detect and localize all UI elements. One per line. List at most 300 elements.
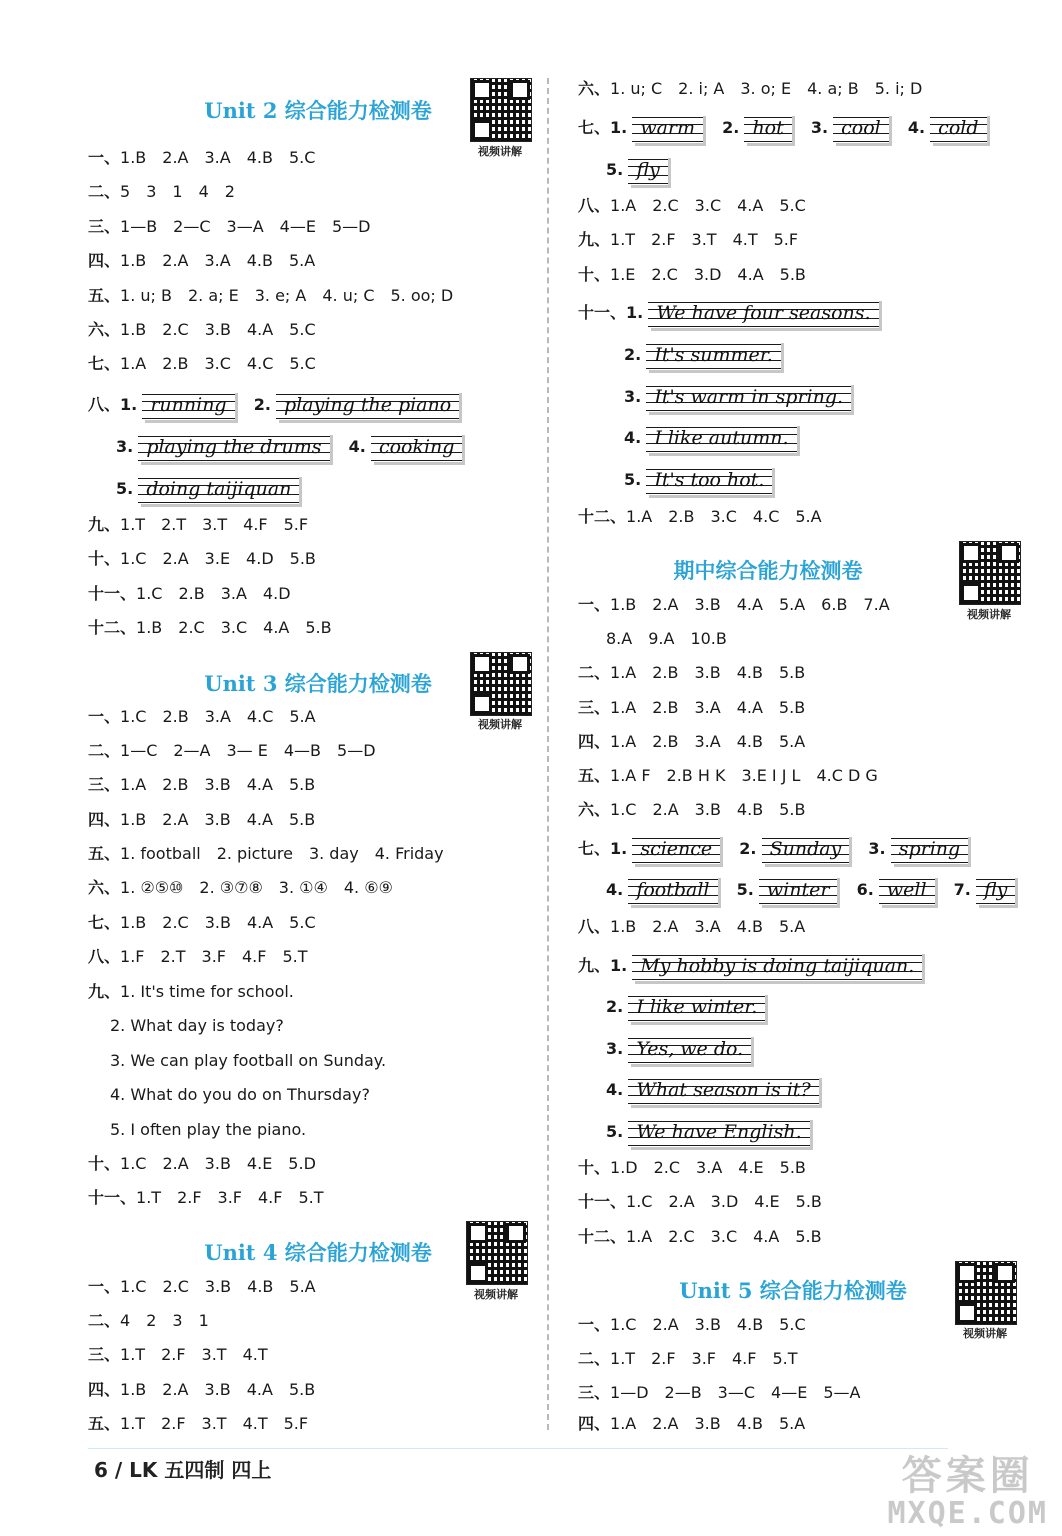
answer-item: 1.B	[120, 148, 147, 167]
handwritten-answer: winter	[759, 875, 838, 905]
answer-item: 1—C	[120, 741, 158, 760]
answer-item: 2. picture	[216, 844, 293, 863]
handwritten-answer: I like autumn.	[646, 423, 796, 453]
u2-q12	[88, 613, 348, 643]
answer-item: 4.A	[246, 913, 274, 932]
question-number: 三、	[88, 775, 121, 794]
question-number: 六、	[88, 320, 121, 339]
answer-item: 2.F	[161, 1414, 186, 1433]
question-number: 三、	[578, 1383, 611, 1402]
u4-q10	[578, 260, 822, 290]
answer-item: 1.C	[136, 584, 163, 603]
question-number: 十、	[578, 265, 611, 284]
answer-item: 4.B	[736, 1315, 764, 1334]
u3-q10	[88, 1149, 332, 1179]
handwritten-answer: cool	[833, 113, 889, 143]
question-number: 一、	[88, 707, 121, 726]
answer-item: 4.E	[754, 1192, 780, 1211]
answer-item: 3—C	[717, 1383, 756, 1402]
question-number: 四、	[88, 251, 121, 270]
answer-item: 3—A	[226, 217, 264, 236]
answer-item: 4.B	[736, 663, 763, 682]
answer-item: 2—B	[664, 1383, 702, 1402]
question-number: 五、	[88, 286, 121, 305]
u2-q8-line3: 5. doing taijiquan	[116, 474, 313, 504]
answer-item: 1.B	[120, 320, 147, 339]
unit4-title: Unit 4 综合能力检测卷	[204, 1240, 432, 1265]
answer-item: 3— E	[226, 741, 268, 760]
answer-item: 2.B	[652, 663, 679, 682]
qr-code-icon[interactable]	[955, 1261, 1017, 1325]
mid-q3	[578, 693, 821, 723]
question-number: 八、	[578, 196, 611, 215]
footer-divider	[88, 1448, 948, 1449]
u2-q3	[88, 212, 386, 242]
question-number: 七、	[88, 354, 121, 373]
answer-item: 2.B	[162, 775, 189, 794]
answer-item: 4.A	[753, 1227, 780, 1246]
answer-item: 2.B	[178, 584, 205, 603]
u2-q7	[88, 349, 332, 379]
handwritten-answer: hot	[744, 113, 791, 143]
answer-item: 1.T	[610, 1349, 636, 1368]
answer-item: 2.C	[652, 196, 679, 215]
answer-item: 1.B	[120, 913, 147, 932]
question-number: 五、	[578, 766, 611, 785]
answer-item: 3.A	[694, 698, 721, 717]
answer-item: 3.D	[693, 265, 722, 284]
answer-item: 3.E I J L	[741, 766, 801, 785]
answer-item: 3.A	[204, 251, 231, 270]
answer-item: 3.B	[204, 775, 231, 794]
answer-item: 4.F	[242, 947, 267, 966]
answer-item: 5.A	[795, 507, 822, 526]
question-number: 一、	[578, 1315, 611, 1334]
u3-q4	[88, 805, 331, 835]
answer-item: 4.C	[752, 507, 780, 526]
answer-item: 4.A	[246, 320, 274, 339]
handwritten-answer: Yes, we do.	[628, 1034, 751, 1064]
answer-item: 2	[146, 1311, 157, 1330]
handwritten-answer: doing taijiquan	[138, 474, 299, 504]
u2-q8-line1: 八、1. running 2. playing the piano	[88, 390, 473, 420]
answer-item: 1.B	[120, 1380, 147, 1399]
u4-q8	[578, 191, 822, 221]
answer-item: 1.C	[120, 707, 147, 726]
answer-item: 4.E	[738, 1158, 764, 1177]
u3-q5	[88, 839, 460, 869]
mid-q9-line1: 九、1. My hobby is doing taijiquan.	[578, 951, 936, 981]
u2-q9	[88, 510, 324, 540]
answer-item: 5.B	[779, 265, 806, 284]
answer-item: 4.B	[736, 732, 763, 751]
answer-item: 5.C	[779, 196, 806, 215]
handwritten-answer: well	[879, 875, 935, 905]
answer-item: 4. ⑥⑨	[343, 878, 393, 897]
answer-item: 5.F	[773, 230, 799, 249]
answer-item: 3	[172, 1311, 183, 1330]
answer-item: 2.B	[652, 698, 679, 717]
answer-item: 1.B	[120, 810, 147, 829]
answer-item: 3.B	[694, 595, 721, 614]
mid-q5	[578, 761, 894, 791]
handwritten-answer: What season is it?	[628, 1075, 818, 1105]
answer-item: 3.B	[204, 810, 231, 829]
answer-item: 1.A	[120, 775, 147, 794]
handwritten-answer: Sunday	[762, 834, 850, 864]
u4-q12	[578, 502, 838, 532]
answer-item: 2.B H K	[666, 766, 726, 785]
answer-item: 2.C	[651, 265, 678, 284]
u4-q11-line4: 4. I like autumn.	[624, 423, 811, 453]
qr-code-icon[interactable]	[959, 541, 1021, 605]
answer-item: 4	[120, 1311, 131, 1330]
answer-item: 3. day	[308, 844, 359, 863]
answer-item: 4.B	[247, 1277, 274, 1296]
mid-q7-line1: 七、1. science 2. Sunday 3. spring	[578, 834, 982, 864]
handwritten-answer: warm	[632, 113, 703, 143]
answer-item: 3.T	[691, 230, 717, 249]
unit3-title: Unit 3 综合能力检测卷	[204, 671, 432, 696]
answer-item: 4.T	[242, 1345, 268, 1364]
answer-item: 5.C	[288, 148, 316, 167]
answer-item: 3.B	[694, 800, 721, 819]
handwritten-answer: It's too hot.	[646, 465, 772, 495]
answer-item: 2—C	[173, 217, 211, 236]
qr-code-icon[interactable]	[466, 1221, 528, 1285]
answer-item: 2.F	[161, 1345, 186, 1364]
handwritten-answer: fly	[976, 875, 1015, 905]
mid-q9-line2: 2. I like winter.	[606, 992, 779, 1022]
answer-item: 2.A	[652, 1315, 679, 1334]
answer-item: 4.F	[258, 1188, 283, 1207]
answer-item: 1	[172, 182, 183, 201]
page-footer: 6 / LK 五四制 四上	[94, 1458, 272, 1482]
handwritten-answer: It's summer.	[646, 340, 780, 370]
u4-q9	[578, 225, 814, 255]
answer-item: 5.F	[283, 515, 309, 534]
answer-item: 4. u; C	[322, 286, 375, 305]
handwritten-answer: running	[142, 390, 234, 420]
u3-q9-line3: 3. We can play football on Sunday.	[110, 1051, 387, 1070]
mid-q4	[578, 727, 821, 757]
answer-item: 5.B	[778, 698, 806, 717]
answer-item: 1.D	[610, 1158, 638, 1177]
answer-item: 1.B	[120, 251, 147, 270]
answer-item: 3.A	[220, 584, 247, 603]
column-divider	[547, 78, 549, 1430]
u2-q4	[88, 246, 331, 276]
answer-item: 5.A	[778, 732, 806, 751]
answer-item: 3.C	[204, 354, 231, 373]
handwritten-answer: playing the piano	[276, 390, 459, 420]
answer-item: 5.C	[779, 1315, 806, 1334]
answer-item: 5.T	[298, 1188, 324, 1207]
answer-item: 2.C	[162, 320, 189, 339]
answer-item: 3.B	[204, 1277, 232, 1296]
answer-item: 4.A	[246, 810, 273, 829]
answer-item: 2.F	[177, 1188, 202, 1207]
u3-q9-line2: 2. What day is today?	[110, 1016, 284, 1035]
answer-item: 5.B	[289, 549, 316, 568]
answer-item: 5.B	[795, 1192, 822, 1211]
question-number: 十二、	[88, 618, 137, 637]
mid-q1-line2	[606, 624, 743, 654]
question-number: 十一、	[88, 1188, 137, 1207]
question-number: 三、	[578, 698, 611, 717]
answer-item: 2.C	[178, 618, 205, 637]
u2-q2	[88, 177, 251, 207]
answer-item: 2.T	[160, 947, 186, 966]
answer-item: 1.F	[120, 947, 145, 966]
u3-q7	[88, 908, 332, 938]
question-number: 十、	[88, 1154, 121, 1173]
answer-item: 4.T	[732, 230, 758, 249]
answer-item: 2. ③⑦⑧	[199, 878, 263, 897]
question-number: 十一、	[88, 584, 137, 603]
answer-item: 1.C	[610, 800, 637, 819]
answer-item: 3.T	[202, 515, 228, 534]
answer-item: 10.B	[690, 629, 727, 648]
question-number: 一、	[578, 595, 611, 614]
answer-item: 2.B	[668, 507, 695, 526]
answer-item: 1.B	[610, 917, 637, 936]
answer-item: 2.A	[652, 595, 679, 614]
answer-item: 3.D	[710, 1192, 739, 1211]
u4-q11-line1: 十一、1. We have four seasons.	[578, 298, 893, 328]
answer-item: 2.A	[162, 810, 189, 829]
answer-item: 4.D	[262, 584, 291, 603]
answer-item: 2—A	[173, 741, 211, 760]
answer-item: 3.T	[201, 1414, 227, 1433]
handwritten-answer: I like winter.	[628, 992, 765, 1022]
mid-q12	[578, 1222, 838, 1252]
answer-item: 4.B	[736, 800, 764, 819]
answer-item: 2.A	[162, 1380, 189, 1399]
mid-q9-line4: 4. What season is it?	[606, 1075, 833, 1105]
answer-item: 1.A	[626, 1227, 653, 1246]
answer-item: 1.C	[120, 1277, 147, 1296]
answer-item: 1.T	[120, 515, 146, 534]
answer-item: 4.C	[246, 707, 274, 726]
answer-item: 4—E	[279, 217, 316, 236]
answer-item: 3.T	[201, 1345, 227, 1364]
answer-item: 4.A	[736, 698, 763, 717]
answer-item: 3.B	[204, 320, 231, 339]
question-number: 二、	[578, 663, 611, 682]
answer-item: 5.B	[305, 618, 332, 637]
answer-item: 4.E	[246, 1154, 273, 1173]
answer-item: 1.C	[610, 1315, 637, 1334]
answer-item: 3.B	[694, 1414, 721, 1433]
u3-q6	[88, 873, 409, 903]
answer-item: 5.A	[778, 595, 806, 614]
answer-item: 5. oo; D	[390, 286, 454, 305]
answer-item: 3.F	[201, 947, 226, 966]
answer-item: 5.C	[289, 913, 316, 932]
answer-item: 1.B	[136, 618, 163, 637]
u4-q11-line3: 3. It's warm in spring.	[624, 382, 865, 412]
u2-q1	[88, 143, 331, 173]
answer-item: 4.B	[736, 1414, 763, 1433]
qr-label: 视频讲解	[474, 1288, 518, 1301]
u4-q4	[88, 1375, 331, 1405]
answer-item: 4.A	[736, 595, 763, 614]
watermark-logo: 答案圈 MXQE.COM	[887, 1453, 1048, 1531]
answer-item: 3.C	[710, 1227, 738, 1246]
answer-item: 2.A	[162, 549, 189, 568]
handwritten-answer: We have English.	[628, 1117, 809, 1147]
qr-label: 视频讲解	[963, 1327, 1007, 1340]
u5-q1	[578, 1310, 822, 1340]
answer-item: 5	[120, 182, 131, 201]
question-number: 十、	[88, 549, 121, 568]
u3-q1	[88, 702, 332, 732]
handwritten-answer: cold	[930, 113, 986, 143]
handwritten-answer: playing the drums	[138, 432, 329, 462]
answer-item: 2.T	[161, 515, 187, 534]
answer-item: 3.E	[204, 549, 231, 568]
answer-item: 5.D	[288, 1154, 316, 1173]
answer-item: 4—E	[771, 1383, 808, 1402]
mid-q8	[578, 912, 821, 942]
answer-item: 4.B	[246, 251, 273, 270]
answer-item: 5—D	[331, 217, 371, 236]
question-number: 十二、	[578, 507, 627, 526]
mid-q7-line2: 4. football 5. winter 6. well 7. fly	[606, 875, 1029, 905]
answer-item: 1. ②⑤⑩	[120, 878, 184, 897]
answer-item: 1.A	[610, 1414, 637, 1433]
midterm-title: 期中综合能力检测卷	[673, 558, 863, 583]
handwritten-answer: science	[632, 834, 720, 864]
answer-item: 3. o; E	[740, 79, 792, 98]
handwritten-answer: We have four seasons.	[648, 298, 878, 328]
answer-item: 4.F	[732, 1349, 757, 1368]
question-number: 六、	[578, 800, 611, 819]
question-number: 二、	[88, 1311, 121, 1330]
answer-item: 4.F	[243, 515, 268, 534]
answer-item: 5.A	[289, 707, 316, 726]
answer-item: 8.A	[606, 629, 633, 648]
answer-item: 1.B	[610, 595, 637, 614]
question-number: 一、	[88, 148, 121, 167]
unit2-title: Unit 2 综合能力检测卷	[204, 98, 432, 123]
u3-q9-line1: 九、1. It's time for school.	[88, 982, 294, 1001]
answer-item: 5—A	[823, 1383, 861, 1402]
answer-item: 1.E	[610, 265, 636, 284]
u2-q5	[88, 281, 469, 311]
answer-item: 4.A	[246, 1380, 273, 1399]
mid-q2	[578, 658, 821, 688]
answer-item: 1.C	[626, 1192, 653, 1211]
answer-item: 5.A	[288, 251, 316, 270]
question-number: 六、	[578, 79, 611, 98]
answer-item: 1.A	[626, 507, 653, 526]
answer-item: 2.A	[652, 917, 679, 936]
answer-item: 5.C	[289, 320, 316, 339]
answer-item: 5.B	[779, 1158, 806, 1177]
u4-q11-line5: 5. It's too hot.	[624, 465, 786, 495]
answer-item: 2.B	[162, 707, 189, 726]
u2-q8-line2: 3. playing the drums 4. cooking	[116, 432, 476, 462]
answer-item: 5.A	[289, 1277, 316, 1296]
answer-item: 4.A	[263, 618, 290, 637]
u2-q10	[88, 544, 332, 574]
question-number: 三、	[88, 1345, 121, 1364]
u3-q9-line5: 5. I often play the piano.	[110, 1120, 307, 1139]
answer-item: 4.C	[246, 354, 274, 373]
answer-item: 2. i; A	[678, 79, 725, 98]
u4-q7-line2: 5. fly	[606, 155, 682, 185]
answer-item: 1.T	[136, 1188, 162, 1207]
answer-item: 5.B	[288, 1380, 316, 1399]
answer-item: 3.B	[204, 913, 231, 932]
question-number: 一、	[88, 1277, 121, 1296]
answer-item: 1.A	[610, 732, 637, 751]
qr-code-icon[interactable]	[470, 78, 532, 142]
answer-item: 2.C	[653, 1158, 681, 1177]
handwritten-answer: cooking	[371, 432, 463, 462]
question-number: 十、	[578, 1158, 611, 1177]
question-number: 四、	[88, 1380, 121, 1399]
mid-q10	[578, 1153, 822, 1183]
answer-item: 3.B	[694, 663, 721, 682]
u4-q11-line2: 2. It's summer.	[624, 340, 795, 370]
question-number: 七、	[88, 913, 121, 932]
handwritten-answer: It's warm in spring.	[646, 382, 851, 412]
u3-q11	[88, 1183, 340, 1213]
answer-item: 2.A	[652, 800, 679, 819]
answer-item: 4.T	[242, 1414, 268, 1433]
answer-item: 5.B	[288, 810, 316, 829]
answer-item: 2.A	[652, 1414, 679, 1433]
answer-item: 3.A	[696, 1158, 723, 1177]
question-number: 十一、	[578, 1192, 627, 1211]
question-number: 四、	[578, 1414, 611, 1433]
answer-item: 1. u; B	[120, 286, 172, 305]
answer-item: 2.C	[162, 913, 189, 932]
answer-item: 3.C	[694, 196, 722, 215]
answer-item: 3. ①④	[278, 878, 328, 897]
answer-item: 1.A F	[610, 766, 651, 785]
answer-item: 4—B	[283, 741, 322, 760]
answer-item: 1. football	[120, 844, 201, 863]
question-number: 二、	[578, 1349, 611, 1368]
answer-item: 2.B	[162, 354, 189, 373]
u3-q2	[88, 736, 392, 766]
answer-item: 5.A	[778, 1414, 806, 1433]
answer-item: 5.T	[282, 947, 308, 966]
u5-q3	[578, 1378, 876, 1408]
answer-item: 2.C	[668, 1227, 695, 1246]
answer-item: 3.B	[204, 1380, 231, 1399]
handwritten-answer: football	[628, 875, 717, 905]
u3-q8	[88, 942, 324, 972]
mid-q9-line3: 3. Yes, we do.	[606, 1034, 765, 1064]
answer-item: 1.T	[120, 1414, 146, 1433]
answer-item: 2	[224, 182, 235, 201]
u5-q2	[578, 1344, 814, 1374]
answer-item: 6.B	[821, 595, 848, 614]
question-number: 五、	[88, 844, 121, 863]
mid-q6	[578, 795, 821, 825]
mid-q11	[578, 1187, 838, 1217]
answer-item: 1.C	[120, 1154, 147, 1173]
answer-item: 4.A	[246, 775, 273, 794]
qr-code-icon[interactable]	[470, 652, 532, 716]
answer-item: 5—D	[337, 741, 376, 760]
u4-q1	[88, 1272, 332, 1302]
